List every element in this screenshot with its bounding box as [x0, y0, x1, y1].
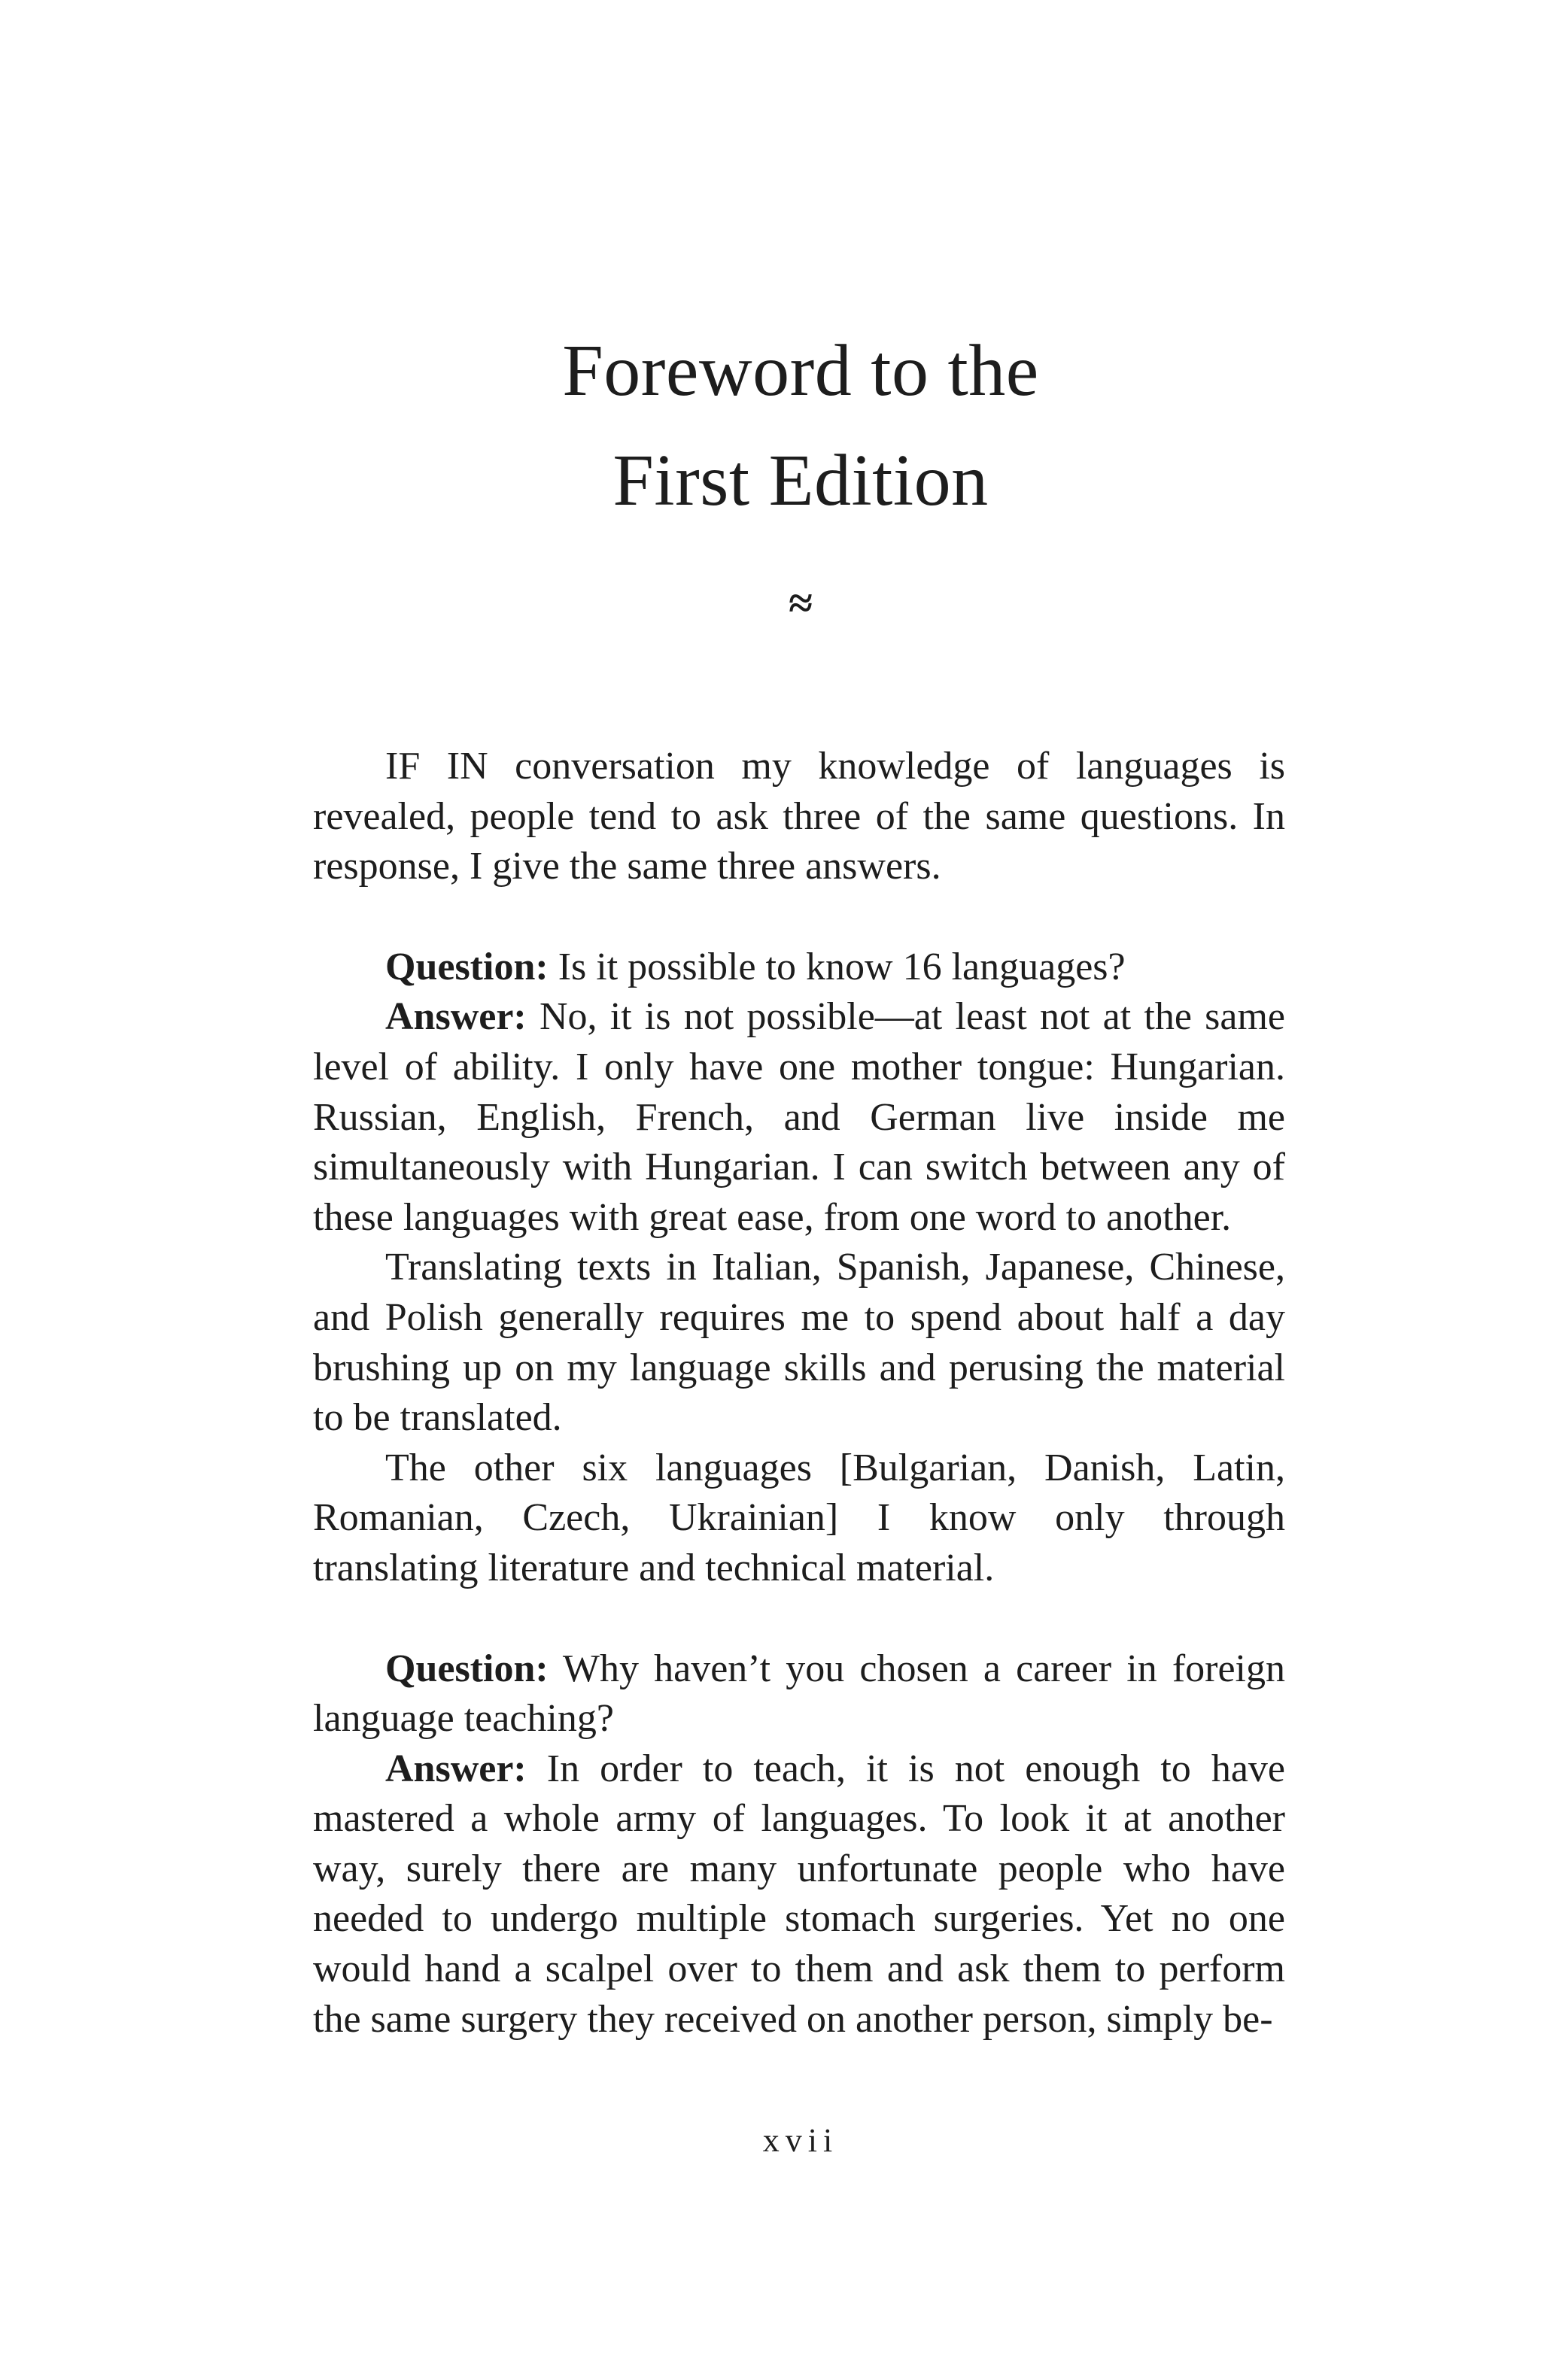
page-number: xvii: [762, 2122, 839, 2159]
intro-paragraph: IF IN conversation my knowledge of languages is revealed, people tend to ask three of the same questions. In response, I give the same three answers.: [313, 745, 1285, 888]
question-1-text: Is it possible to know 16 languages?: [548, 945, 1126, 988]
question-1-label: Question:: [385, 945, 549, 988]
answer-2-text: In order to teach, it is not enough to have mastered a whole army of languages. To look it at another way, surely there are many unfortunate people who have needed to undergo multiple stomach surgeries. Yet no one would hand a scalpel over to them and ask them to perform the same surgery they received on another person, simply be-: [313, 1747, 1285, 2041]
chapter-title-line-1: Foreword to the: [562, 330, 1039, 411]
chapter-title: [0, 316, 1541, 536]
question-1: [313, 943, 1285, 993]
answer-1: [313, 992, 1285, 1243]
answer-2-label: Answer:: [385, 1747, 527, 1790]
answer-1-label: Answer:: [385, 995, 527, 1039]
answer-1-text: No, it is not possible—at least not at the same level of ability. I only have one mother tongue: Hungarian. Russian, English, French, and German live inside me simultaneously with Hungarian. I can switch between any of these languages with great ease, from one word to another.: [313, 995, 1285, 1239]
question-2-text: Why haven’t you chosen a career in foreign language teaching?: [313, 1647, 1285, 1741]
question-2: [313, 1644, 1285, 1744]
answer-2: [313, 1744, 1285, 2045]
body-text: [313, 742, 1285, 2045]
answer-1-paragraph-2: Translating texts in Italian, Spanish, Japanese, Chinese, and Polish generally requires me to spend about half a day brushing up on my language skills and perusing the material to be translated.: [313, 1246, 1285, 1440]
chapter-title-line-2: First Edition: [612, 440, 989, 521]
question-2-label: Question:: [385, 1647, 549, 1690]
answer-1-paragraph-3: The other six languages [Bulgarian, Danish, Latin, Romanian, Czech, Ukrainian] I know only through translating literature and technical material.: [313, 1446, 1285, 1589]
ornament-divider: ≈: [789, 578, 813, 627]
